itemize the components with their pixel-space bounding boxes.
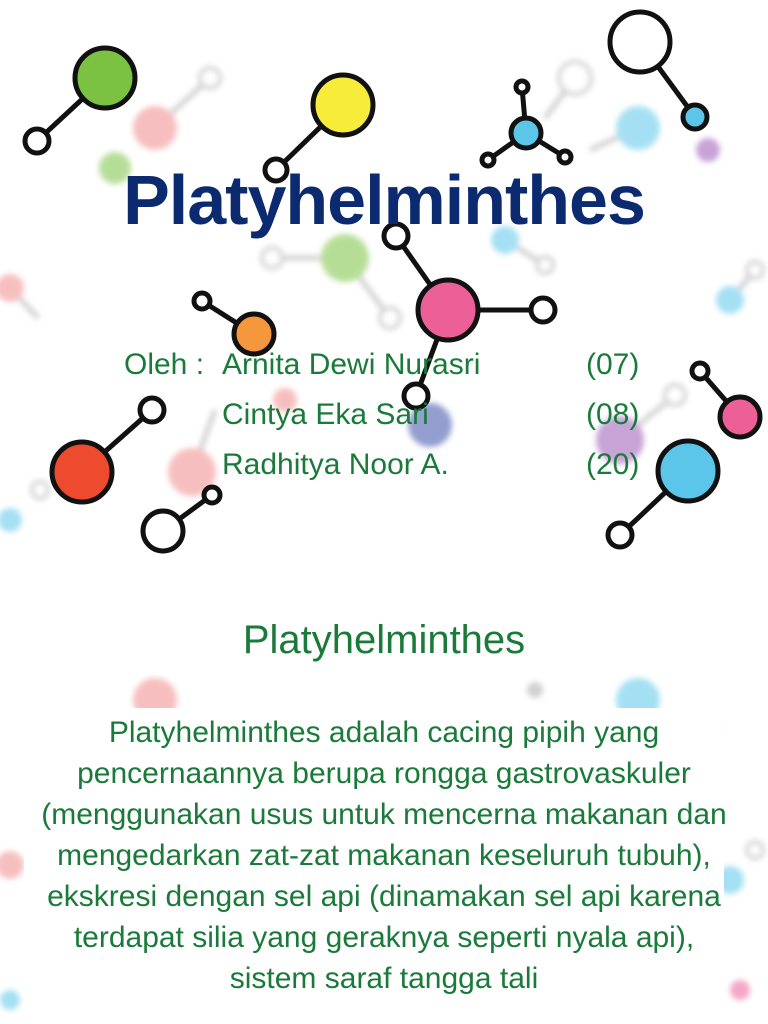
white-atom (194, 293, 210, 309)
white-atom (143, 511, 183, 551)
author-row (0, 448, 768, 488)
slide-title: Platyhelminthes (242, 618, 526, 662)
white-atom (610, 12, 670, 72)
author-number: (07) (586, 348, 640, 381)
content-slide (0, 560, 768, 1024)
white-atom (516, 81, 528, 93)
yellow-atom (313, 75, 373, 135)
white-atom (608, 523, 632, 547)
white-atom (531, 298, 555, 322)
white-atom (25, 129, 49, 153)
author-name: Cintya Eka Sari (222, 398, 429, 431)
author-number: (08) (586, 398, 640, 431)
blue-atom (683, 105, 707, 129)
author-row (0, 398, 768, 438)
oleh-label: Oleh : (124, 348, 205, 381)
author-row (0, 348, 768, 388)
author-list (0, 348, 768, 498)
author-name: Radhitya Noor A. (222, 448, 449, 481)
author-number: (20) (586, 448, 640, 481)
blue-atom (511, 118, 541, 148)
green-atom (75, 48, 135, 108)
body-text: Platyhelminthes adalah cacing pipih yang pencernaannya berupa rongga gastrovaskuler (menggunakan usus untuk mencerna makanan dan mengedarkan zat-zat makanan keseluruh tubuh), ekskresi dengan sel api (dinamakan sel api karena terdapat silia yang geraknya seperti nyala api), sistem saraf tangga tali (41, 716, 727, 995)
author-name: Arnita Dewi Nurasri (222, 348, 481, 381)
slide-title: Platyhelminthes (123, 161, 645, 239)
pink-atom (418, 280, 478, 340)
